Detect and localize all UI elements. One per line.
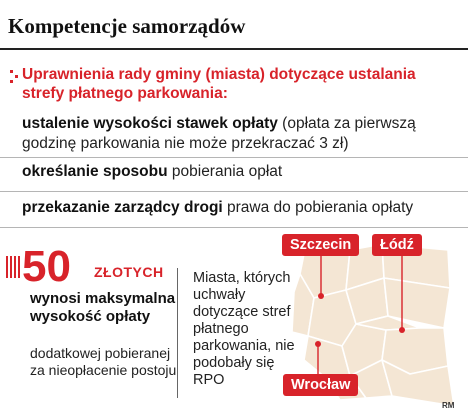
bars-icon <box>6 256 20 278</box>
city-label-szczecin: Szczecin <box>282 234 359 256</box>
city-label-wroclaw: Wrocław <box>283 374 358 396</box>
competency-bold: ustalenie wysokości stawek opłaty <box>22 115 278 132</box>
divider <box>0 191 468 192</box>
subheading: Uprawnienia rady gminy (miasta) dotyczące ustalania strefy płatnego parkowania: <box>22 66 416 102</box>
divider <box>0 157 468 158</box>
competency-normal: prawa do pobierania opłaty <box>222 199 414 216</box>
competency-item <box>22 198 462 218</box>
competency-item <box>22 162 462 182</box>
competency-item <box>22 114 462 154</box>
competency-normal: pobierania opłat <box>167 163 283 180</box>
city-dot-lodz <box>399 327 405 333</box>
city-dot-szczecin <box>318 293 324 299</box>
page-title: Kompetencje samorządów <box>8 14 246 38</box>
city-dot-wroclaw <box>315 341 321 347</box>
title-rule <box>0 48 468 50</box>
stat-description-bold: wynosi maksymalna wysokość opłaty <box>30 290 176 325</box>
stat-value: 50 <box>22 242 71 291</box>
stat-unit: ZŁOTYCH <box>94 264 164 280</box>
competency-bold: przekazanie zarządcy drogi <box>22 199 223 216</box>
competency-bold: określanie sposobu <box>22 163 168 180</box>
stat-description: dodatkowej pobieranej za nieopłacenie postoju <box>30 345 177 378</box>
city-label-lodz: Łódź <box>372 234 422 256</box>
credit: RM <box>442 401 455 410</box>
map-note: Miasta, których uchwały dotyczące stref płatnego parkowania, nie podobały się RPO <box>193 270 295 388</box>
competency-normal: (opłata za pierwszą godzinę parkowania nie może przekraczać 3 zł) <box>22 115 416 152</box>
vertical-divider <box>177 268 178 398</box>
